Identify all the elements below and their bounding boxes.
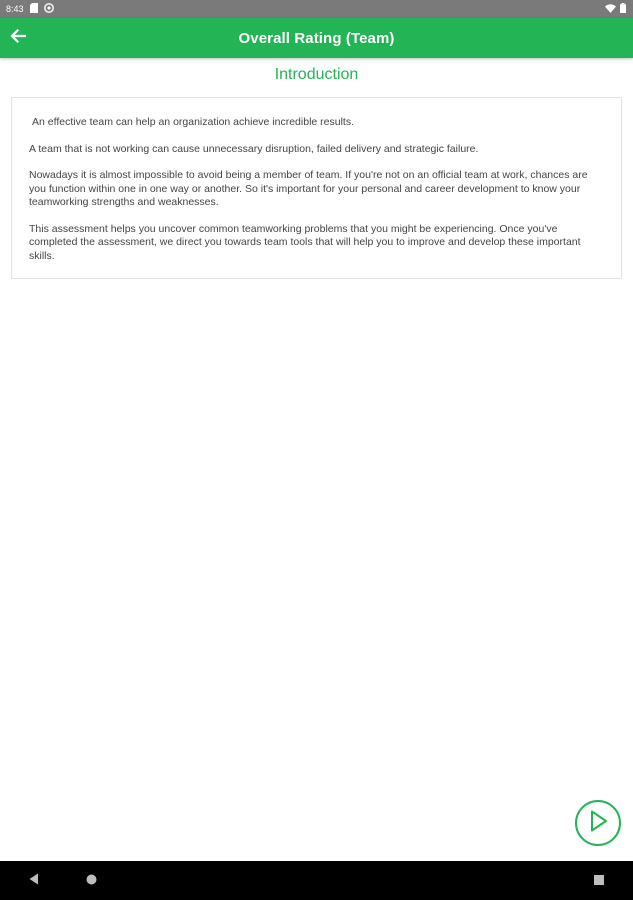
- start-assessment-button[interactable]: [575, 800, 621, 846]
- nav-back-button[interactable]: [14, 861, 54, 900]
- back-triangle-icon: [29, 872, 39, 890]
- status-left: [6, 3, 54, 15]
- intro-card: [11, 97, 622, 279]
- sd-card-icon: [30, 3, 38, 15]
- app-bar: [0, 18, 633, 58]
- recents-square-icon: [594, 872, 604, 890]
- nav-recents-button[interactable]: [579, 861, 619, 900]
- battery-icon: [620, 3, 626, 15]
- status-time: 8:43: [6, 4, 24, 14]
- at-sign-icon: [44, 3, 54, 15]
- intro-paragraph-2: A team that is not working can cause unnecessary disruption, failed delivery and strategic failure.: [29, 142, 479, 155]
- status-right: [605, 3, 626, 15]
- section-heading: Introduction: [274, 66, 359, 83]
- page-title: Overall Rating (Team): [238, 29, 395, 47]
- wifi-icon: [605, 4, 616, 15]
- intro-paragraph-1: An effective team can help an organization achieve incredible results.: [32, 116, 354, 128]
- play-icon: [587, 809, 609, 838]
- intro-paragraph-3: Nowadays it is almost impossible to avoid being a member of team. If you're not on an official team at work, chances are you function within one in one way or another. So it's important for your personal and career development to know your teamworking strengths and weaknesses.: [29, 169, 588, 208]
- intro-paragraph-4: This assessment helps you uncover common teamworking problems that you might be experiencing. Once you've completed the assessment, we direct you towards team tools that will help you to improve and develop these important skills.: [29, 222, 581, 262]
- nav-home-button[interactable]: [71, 861, 111, 900]
- system-nav-bar: [0, 861, 633, 900]
- home-circle-icon: [86, 872, 97, 890]
- status-bar: [0, 0, 633, 18]
